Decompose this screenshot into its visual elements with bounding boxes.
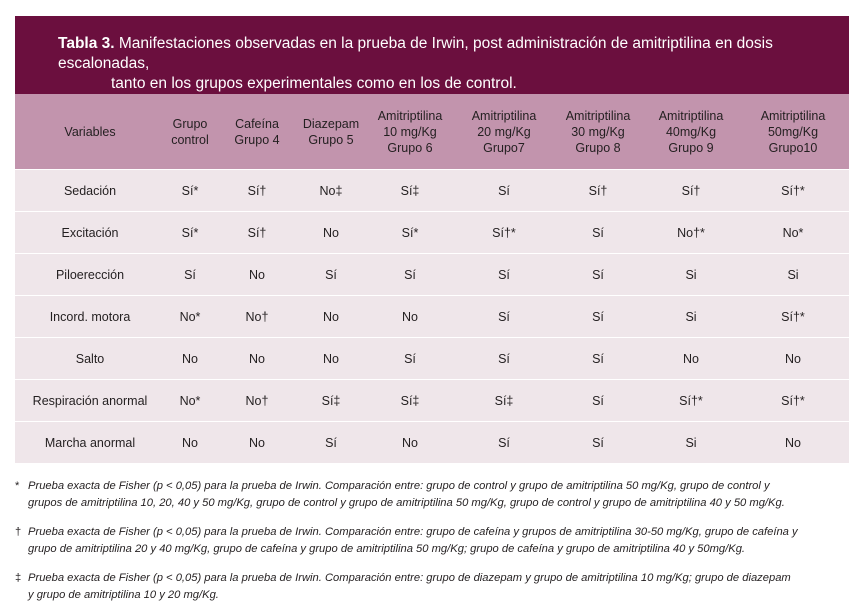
table-cell: Si: [645, 422, 737, 464]
table-cell: Sí: [165, 254, 215, 296]
table-cell: No: [215, 338, 299, 380]
table-cell: Sí: [457, 296, 551, 338]
table-row-salto: [15, 338, 849, 380]
table-row-respiracion-anormal: [15, 380, 849, 422]
row-label: Respiración anormal: [15, 380, 165, 422]
table-cell: No: [215, 254, 299, 296]
table-cell: No: [737, 422, 849, 464]
table-cell: Sí‡: [363, 170, 457, 212]
table-cell: Sí†: [645, 170, 737, 212]
table-cell: Sí†: [551, 170, 645, 212]
table-cell: Sí: [551, 212, 645, 254]
footnote-line: y grupo de amitriptilina 10 y 20 mg/Kg.: [28, 589, 219, 601]
table-cell: No: [363, 422, 457, 464]
table-cell: No: [165, 338, 215, 380]
table-cell: No†*: [645, 212, 737, 254]
table-cell: No*: [165, 296, 215, 338]
row-label: Marcha anormal: [15, 422, 165, 464]
table-cell: Sí: [457, 338, 551, 380]
table-cell: Sí*: [363, 212, 457, 254]
table-cell: No: [737, 338, 849, 380]
table-cell: Sí†: [215, 212, 299, 254]
footnotes: [15, 478, 851, 616]
row-label: Piloerección: [15, 254, 165, 296]
table-cell: Sí†*: [737, 296, 849, 338]
table-cell: Sí: [551, 380, 645, 422]
table-cell: Sí: [363, 254, 457, 296]
table-cell: Sí†*: [737, 380, 849, 422]
table-title-band: [15, 16, 849, 94]
table-cell: Sí: [551, 422, 645, 464]
footnote-line: grupo de amitriptilina 20 y 40 mg/Kg, grupo de cafeína y grupo de amitriptilina 50 mg/Kg; grupo de cafeína y grupo de amitriptilina 40 y 50mg/Kg.: [28, 543, 746, 555]
table-cell: Sí*: [165, 170, 215, 212]
table-cell: Sí: [551, 338, 645, 380]
footnote-mark: ‡: [15, 572, 22, 584]
header-amitriptilina-40: Amitriptilina 40mg/Kg Grupo 9: [645, 94, 737, 170]
table-cell: Sí‡: [457, 380, 551, 422]
table-cell: Sí: [299, 254, 363, 296]
table-cell: No: [363, 296, 457, 338]
table-cell: Sí‡: [299, 380, 363, 422]
table-row-incord-motora: [15, 296, 849, 338]
table-cell: Si: [645, 254, 737, 296]
table-cell: No: [215, 422, 299, 464]
footnote-mark: †: [15, 526, 22, 538]
table-cell: Sí: [551, 296, 645, 338]
header-grupo-control: Grupo control: [165, 94, 215, 170]
table-cell: No‡: [299, 170, 363, 212]
table-cell: Si: [737, 254, 849, 296]
observations-table: [15, 94, 849, 463]
footnote-asterisk: [15, 478, 851, 512]
table-cell: Sí†*: [737, 170, 849, 212]
row-label: Incord. motora: [15, 296, 165, 338]
table-row-piloereccion: [15, 254, 849, 296]
table-cell: Sí: [299, 422, 363, 464]
table-label: Tabla 3.: [58, 35, 115, 52]
table-cell: Sí‡: [363, 380, 457, 422]
footnote-dagger: [15, 524, 851, 558]
header-amitriptilina-10: Amitriptilina 10 mg/Kg Grupo 6: [363, 94, 457, 170]
table-cell: Sí: [363, 338, 457, 380]
footnote-line: Prueba exacta de Fisher (p < 0,05) para la prueba de Irwin. Comparación entre: grupo de control y grupo de amitriptilina 50 mg/Kg, grupo de control y: [28, 480, 770, 492]
table-cell: No: [165, 422, 215, 464]
header-amitriptilina-30: Amitriptilina 30 mg/Kg Grupo 8: [551, 94, 645, 170]
table-cell: No: [645, 338, 737, 380]
table-cell: Sí: [457, 170, 551, 212]
header-diazepam: Diazepam Grupo 5: [299, 94, 363, 170]
row-label: Excitación: [15, 212, 165, 254]
header-amitriptilina-20: Amitriptilina 20 mg/Kg Grupo7: [457, 94, 551, 170]
table-cell: No*: [737, 212, 849, 254]
footnote-mark: *: [15, 480, 20, 492]
table-cell: No: [299, 296, 363, 338]
table-cell: Sí*: [165, 212, 215, 254]
table-row-marcha-anormal: [15, 422, 849, 464]
table-cell: No*: [165, 380, 215, 422]
table-cell: No: [299, 338, 363, 380]
header-cafeina: Cafeína Grupo 4: [215, 94, 299, 170]
table-cell: No†: [215, 296, 299, 338]
table-cell: Sí: [457, 254, 551, 296]
table-title-line-2: tanto en los grupos experimentales como en los de control.: [111, 75, 517, 92]
table-row-excitacion: [15, 212, 849, 254]
table-cell: No: [299, 212, 363, 254]
footnote-line: grupos de amitriptilina 10, 20, 40 y 50 mg/Kg, grupo de control y grupo de amitriptilina 50 mg/Kg, grupo de control y grupo de amitriptilina 40 y 50 mg/Kg.: [28, 497, 785, 509]
table-row-sedacion: [15, 170, 849, 212]
table-cell: No†: [215, 380, 299, 422]
header-amitriptilina-50: Amitriptilina 50mg/Kg Grupo10: [737, 94, 849, 170]
row-label: Salto: [15, 338, 165, 380]
table-cell: Sí†: [215, 170, 299, 212]
footnote-line: Prueba exacta de Fisher (p < 0,05) para la prueba de Irwin. Comparación entre: grupo de diazepam y grupo de amitriptilina 10 mg/Kg; grupo de diazepam: [28, 572, 791, 584]
table-cell: Sí†*: [457, 212, 551, 254]
footnote-double-dagger: [15, 570, 851, 604]
header-row: [15, 94, 849, 170]
table-cell: Si: [645, 296, 737, 338]
footnote-line: Prueba exacta de Fisher (p < 0,05) para la prueba de Irwin. Comparación entre: grupo de cafeína y grupos de amitriptilina 30-50 mg/Kg, grupo de cafeína y: [28, 526, 798, 538]
table-title-line-1: Manifestaciones observadas en la prueba de Irwin, post administración de amitriptilina en dosis escalonadas,: [58, 35, 773, 72]
table-cell: Sí: [551, 254, 645, 296]
header-variables: Variables: [15, 94, 165, 170]
table-cell: Sí: [457, 422, 551, 464]
row-label: Sedación: [15, 170, 165, 212]
table-cell: Sí†*: [645, 380, 737, 422]
